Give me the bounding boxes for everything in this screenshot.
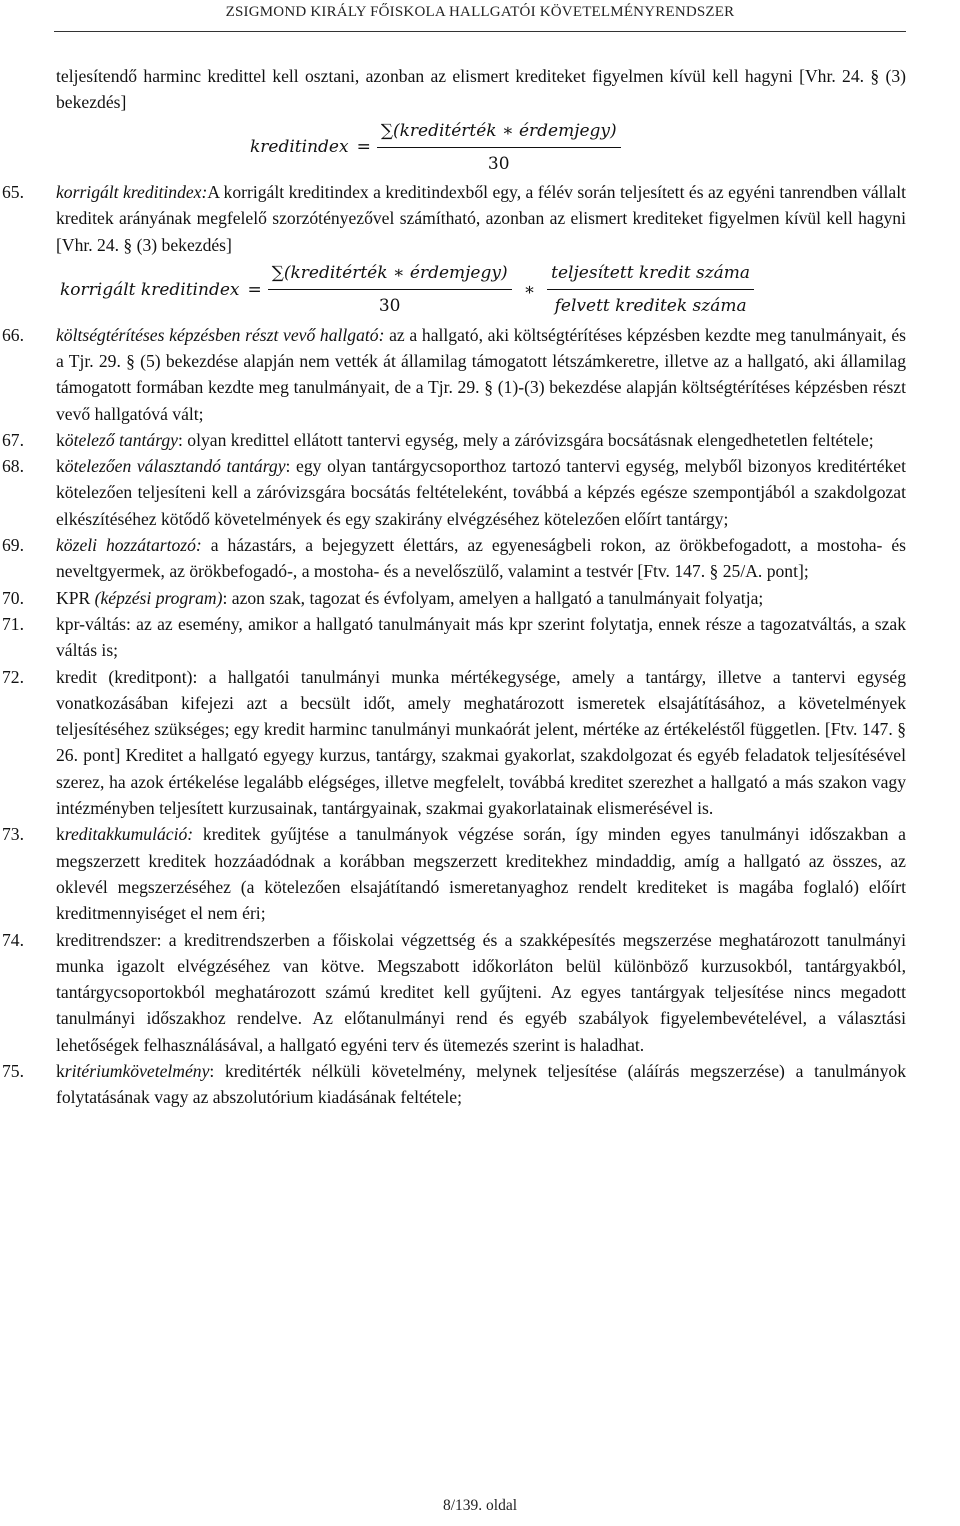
page-number: 8/139. oldal: [442, 1497, 518, 1514]
list-item: [2, 1058, 906, 1111]
item-text: kpr-váltás: az az esemény, amikor a hallgató tanulmányait más kpr szerint folytatja, ennek része a tagozatváltás, a szak váltás is;: [56, 613, 906, 661]
list-item: [2, 821, 906, 926]
item-text: : kreditérték nélküli követelmény, melynek teljesítése (aláírás megszerzése) a tanulmányok folytatásának vagy az abszolutórium kiadásának feltétele;: [56, 1060, 906, 1108]
item-number: 70.: [2, 587, 24, 608]
item-number: 67.: [2, 429, 24, 450]
list-item: [2, 427, 906, 453]
formula-fraction: [377, 118, 621, 178]
item-lead: k: [56, 429, 65, 450]
item-number: 75.: [2, 1060, 24, 1081]
item-lead: k: [56, 1060, 65, 1081]
item-text: kreditek gyűjtése a tanulmányok végzése során, így minden egyes tanulmányi időszakban a megszerzett kreditek hozzáadódnak a korábban megszerzett kreditekhez mindaddig, amíg a hallgató az összes, az oklevél megszerzéséhez (a kötelezően elsajátítandó ismeretanyaghoz rendelt krediteket is magába foglaló) előírt kreditmennyiséget el nem éri;: [56, 824, 906, 924]
page-header: ZSIGMOND KIRÁLY FŐISKOLA HALLGATÓI KÖVETELMÉNYRENDSZER: [225, 4, 735, 20]
item-number: 68.: [2, 456, 24, 477]
item-text: : azon szak, tagozat és évfolyam, amelyen a hallgató a tanulmányait folyatja;: [222, 587, 764, 608]
kreditindex-formula: [250, 118, 906, 178]
formula2-fraction: [268, 260, 512, 320]
formula2-denominator: 30: [378, 296, 401, 317]
item-term: ötelező tantárgy: [64, 429, 178, 450]
item-text: az a hallgató, aki költségtérítéses képzésben kezdte meg tanulmányait, és a Tjr. 29. § (5) bekezdése alapján nem vették át államilag támogatott létszámkeretre, illetve az a hallgató, aki államilag támogatott formában kezdte meg tanulmányait, de a Tjr. 29. § (1)-(3) bekezdése alapján költségtérítéses képzésben részt vevő hallgatóvá vált;: [56, 324, 906, 424]
formula2-numerator: ∑(kreditérték ∗ érdemjegy): [268, 260, 512, 290]
item-text: a házastárs, a bejegyzett élettárs, az egyeneságbeli rokon, az örökbefogadott, a mostoha- és neveltgyermek, az örökbefogadó-, a mostoha- és a nevelőszülő, valamint a testvér [Ftv. 147. § 25/A. pont];: [56, 535, 906, 582]
korrigalt-kreditindex-formula: [60, 260, 906, 320]
item-number: 73.: [2, 824, 24, 845]
intro-paragraph: teljesítendő harminc kredittel kell osztani, azonban az elismert krediteket figyelmen kívül kell hagyni [Vhr. 24. § (3) bekezdés]: [56, 66, 906, 113]
document-body: [2, 63, 906, 1111]
item-number: 72.: [2, 666, 24, 687]
item-number: 74.: [2, 929, 24, 950]
list-item: [2, 927, 906, 1058]
formula2-lhs: korrigált kreditindex: [60, 279, 240, 300]
item-number: 71.: [2, 613, 24, 634]
formula2-ratio-denominator: felvett kreditek száma: [554, 296, 747, 317]
item-lead: KPR: [56, 587, 95, 608]
list-item: [2, 611, 906, 664]
formula-lhs: kreditindex: [250, 137, 349, 158]
formula2-ratio: [547, 260, 754, 320]
item-text: kreditrendszer: a kreditrendszerben a főiskolai végzettség és a szakképesítés megszerzése meghatározott tanulmányi munka igazolt elvégzéséhez van kötve. Megszabott időkorláton belül különböző kurzusokból, tantárgyakból, tantárgycsoportokból meghatározott számú kreditet kell gyűjteni. Az egyes tantárgyak teljesítése nincs megadott tanulmányi időszakhoz rendelve. Az előtanulmányi rend és egyéb szabályok figyelembevételével, a választási lehetőségek felhasználásával, a hallgató egyéni terv és ütemezés szerint is haladhat.: [56, 929, 906, 1055]
item-term: (képzési program): [94, 587, 223, 608]
list-item: [2, 585, 906, 611]
item-term: közeli hozzátartozó:: [56, 535, 202, 556]
list-item: [2, 453, 906, 532]
item-lead: k: [56, 456, 65, 477]
item-lead: k: [56, 824, 65, 845]
list-item: [2, 532, 906, 585]
item-number: 69.: [2, 535, 24, 556]
list-item: [2, 664, 906, 822]
item-text: kredit (kreditpont): a hallgatói tanulmányi munka mértékegysége, amely a tantárgy, illetve a tantervi egység vonatkozásában kifejezi azt a becsült időt, amely meghatározott ismeretek elsajátításához, a követelmények teljesítéséhez szükséges; egy kredit harminc tanulmányi munkaórát jelent, mértéke az értékeléstől független. [Ftv. 147. § 26. pont] Kreditet a hallgató egyegy kurzus, tantárgy, szakmai gyakorlat, szakdolgozat és egyéb feladatok teljesítésével szerez, ha azok értékelése legalább elégséges, illetve megfelelt, továbbá kreditet szerezhet a hallgató a más szakon vagy intézményben teljesített kurzusainak, tantárgyainak, szakmai gyakorlatainak elismerésével is.: [56, 666, 906, 819]
formula2-multiply: ∗: [523, 279, 536, 300]
formula2-equals: =: [247, 279, 262, 300]
item-term: korrigált kreditindex:: [56, 182, 208, 203]
item-text: : egy olyan tantárgycsoporthoz tartozó tantervi egység, melyből bizonyos kreditértéket kötelezően teljesíteni kell a záróvizsgára bocsátás feltételeként, továbbá a képzés egésze szempontjából a szakdolgozat elkészítéséhez kötődő követelmények és egy szakirány elvégzéséhez kötelezően előírt tantárgy;: [56, 456, 906, 529]
item-number: 65.: [2, 182, 24, 203]
list-item: [2, 179, 906, 258]
formula-denominator: 30: [487, 153, 510, 174]
formula2-ratio-numerator: teljesített kredit száma: [547, 260, 754, 290]
formula-numerator: ∑(kreditérték ∗ érdemjegy): [377, 118, 621, 148]
item-term: reditakkumuláció:: [64, 824, 194, 845]
formula-equals: =: [356, 137, 371, 158]
item-text: A korrigált kreditindex a kreditindexből egy, a félév során teljesített és az egyéni tanrendben vállalt kreditek arányának megfelelő szorzótényezővel számítható, azonban az elismert krediteket figyelmen kívül kell hagyni [Vhr. 24. § (3) bekezdés]: [56, 182, 906, 255]
item-term: költségtérítéses képzésben részt vevő hallgató:: [56, 324, 385, 345]
item-number: 66.: [2, 324, 24, 345]
list-item: [2, 322, 906, 427]
item-text: : olyan kredittel ellátott tantervi egység, mely a záróvizsgára bocsátásnak elengedhetetlen feltétele;: [178, 429, 874, 450]
item-term: ötelezően választandó tantárgy: [64, 456, 286, 477]
header-divider: [54, 31, 906, 32]
item-term: ritériumkövetelmény: [64, 1060, 210, 1081]
